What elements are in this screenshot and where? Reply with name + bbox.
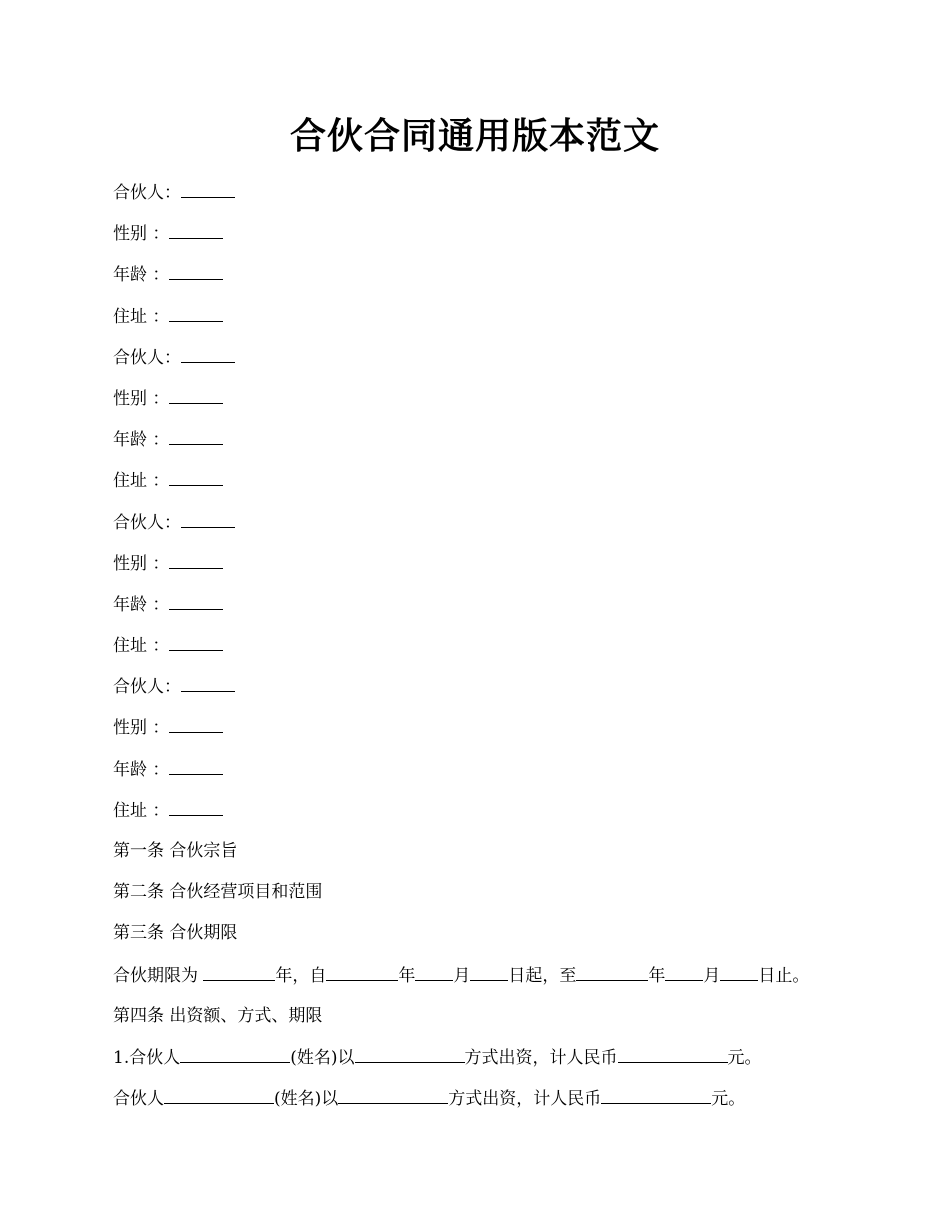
partner-gender-line (113, 549, 873, 590)
partner-age-label: 年龄 ： (113, 430, 170, 451)
partner-name-blank (181, 343, 235, 363)
partner-name-line (113, 508, 873, 549)
contrib-text-1: 1.合伙人 (113, 1047, 181, 1068)
article-2-heading: 第二条 合伙经营项目和范围 (113, 882, 323, 903)
partner-gender-line (113, 713, 873, 754)
contrib-text-4: 元。 (711, 1089, 746, 1110)
partner-gender-blank (169, 219, 223, 239)
contribution-method-blank (355, 1043, 465, 1063)
partner-gender-blank (169, 713, 223, 733)
partner-age-label: 年龄 ： (113, 759, 170, 780)
end-year-blank (576, 961, 648, 981)
document-body (113, 178, 873, 1125)
partner-address-blank (169, 302, 223, 322)
partner-age-blank (169, 260, 223, 280)
contribution-clause-1 (113, 1043, 873, 1084)
term-text-1: 合伙期限为 (113, 965, 204, 986)
partner-name-label: 合伙人： (113, 677, 181, 698)
contrib-text-2: (姓名)以 (290, 1047, 355, 1068)
contrib-text-3: 方式出资，计人民币 (464, 1047, 618, 1068)
partner-name-line (113, 672, 873, 713)
article-3-heading: 第三条 合伙期限 (113, 923, 238, 944)
partner-gender-line (113, 384, 873, 425)
partner-address-label: 住址 ： (113, 800, 170, 821)
partner-gender-label: 性别 ： (113, 553, 170, 574)
term-text-3: 年 (398, 965, 416, 986)
partner-age-blank (169, 590, 223, 610)
contribution-clause-2 (113, 1084, 873, 1125)
partner-age-blank (169, 755, 223, 775)
partner-age-label: 年龄 ： (113, 265, 170, 286)
partner-gender-label: 性别 ： (113, 224, 170, 245)
document-title: 合伙合同通用版本范文 (289, 115, 660, 157)
partner-age-line (113, 260, 873, 301)
contrib-text-3: 方式出资，计人民币 (448, 1089, 602, 1110)
partner-address-blank (169, 466, 223, 486)
partner-address-line (113, 466, 873, 507)
partner-age-label: 年龄 ： (113, 594, 170, 615)
partner-name-label: 合伙人： (113, 512, 181, 533)
partner-address-label: 住址 ： (113, 306, 170, 327)
partner-address-blank (169, 796, 223, 816)
contribution-amount-blank (618, 1043, 728, 1063)
contribution-amount-blank (601, 1084, 711, 1104)
partner-name-line (113, 178, 873, 219)
term-clause (113, 961, 873, 1002)
term-years-blank (203, 961, 275, 981)
partner-age-line (113, 590, 873, 631)
term-text-2: 年，自 (275, 965, 327, 986)
partner-gender-label: 性别 ： (113, 388, 170, 409)
start-month-blank (415, 961, 453, 981)
partner-gender-blank (169, 384, 223, 404)
partner-gender-line (113, 219, 873, 260)
partner-name-blank (181, 508, 235, 528)
contrib-text-1: 合伙人 (113, 1089, 164, 1110)
contrib-text-4: 元。 (727, 1047, 762, 1068)
partner-name-blank (181, 672, 235, 692)
term-text-6: 年 (648, 965, 666, 986)
partner-gender-label: 性别 ： (113, 718, 170, 739)
contrib-text-2: (姓名)以 (274, 1089, 339, 1110)
end-month-blank (665, 961, 703, 981)
partner-gender-blank (169, 549, 223, 569)
end-day-blank (720, 961, 758, 981)
article-1-heading: 第一条 合伙宗旨 (113, 841, 238, 861)
contribution-method-blank (338, 1084, 448, 1104)
partner-address-line (113, 631, 873, 672)
term-text-4: 月 (453, 965, 471, 986)
article-4-heading: 第四条 出资额、方式、期限 (113, 1005, 323, 1026)
partner-age-line (113, 425, 873, 466)
partner-name-line (113, 343, 873, 384)
partner-name-blank (181, 178, 235, 198)
term-text-8: 日止。 (758, 965, 810, 986)
partner-address-blank (169, 631, 223, 651)
partner-address-line (113, 302, 873, 343)
partner-name-label: 合伙人： (113, 183, 181, 203)
term-text-7: 月 (703, 965, 721, 986)
partner-age-line (113, 755, 873, 796)
term-text-5: 日起，至 (508, 965, 577, 986)
partner-name-blank (180, 1043, 290, 1063)
partner-name-blank (164, 1084, 274, 1104)
start-day-blank (470, 961, 508, 981)
partner-age-blank (169, 425, 223, 445)
partner-address-line (113, 796, 873, 837)
partner-name-label: 合伙人： (113, 347, 181, 368)
partner-address-label: 住址 ： (113, 636, 170, 657)
start-year-blank (326, 961, 398, 981)
partner-address-label: 住址 ： (113, 471, 170, 492)
